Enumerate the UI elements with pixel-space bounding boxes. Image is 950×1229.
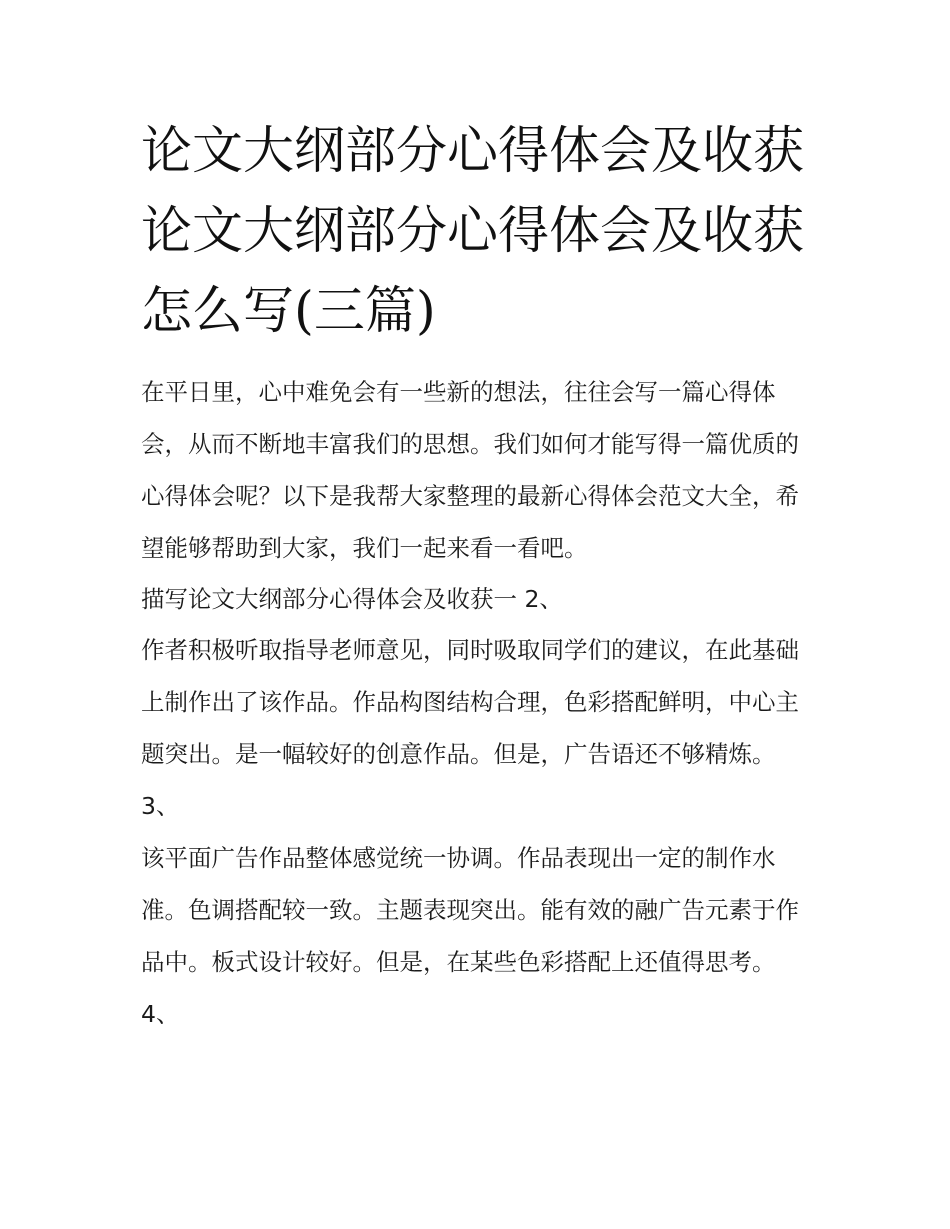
item-number-4: 4、 — [141, 1000, 180, 1028]
section-heading: 描写论文大纲部分心得体会及收获一 2、 — [141, 585, 563, 613]
item-number-3: 3、 — [141, 792, 180, 820]
document-body — [141, 366, 813, 1040]
document-content — [141, 112, 813, 1040]
document-title: 论文大纲部分心得体会及收获论文大纲部分心得体会及收获怎么写(三篇) — [141, 122, 805, 341]
comment-paragraph-2: 作者积极听取指导老师意见，同时吸取同学们的建议，在此基础上制作出了该作品。作品构图结构合理，色彩搭配鲜明，中心主题突出。是一幅较好的创意作品。但是，广告语还不够精炼。 — [141, 636, 799, 768]
comment-paragraph-3: 该平面广告作品整体感觉统一协调。作品表现出一定的制作水准。色调搭配较一致。主题表现突出。能有效的融广告元素于作品中。板式设计较好。但是，在某些色彩搭配上还值得思考。 — [141, 844, 799, 976]
intro-paragraph: 在平日里，心中难免会有一些新的想法，往往会写一篇心得体会，从而不断地丰富我们的思想。我们如何才能写得一篇优质的心得体会呢？以下是我帮大家整理的最新心得体会范文大全，希望能够帮助到大家，我们一起来看一看吧。 — [141, 378, 799, 562]
